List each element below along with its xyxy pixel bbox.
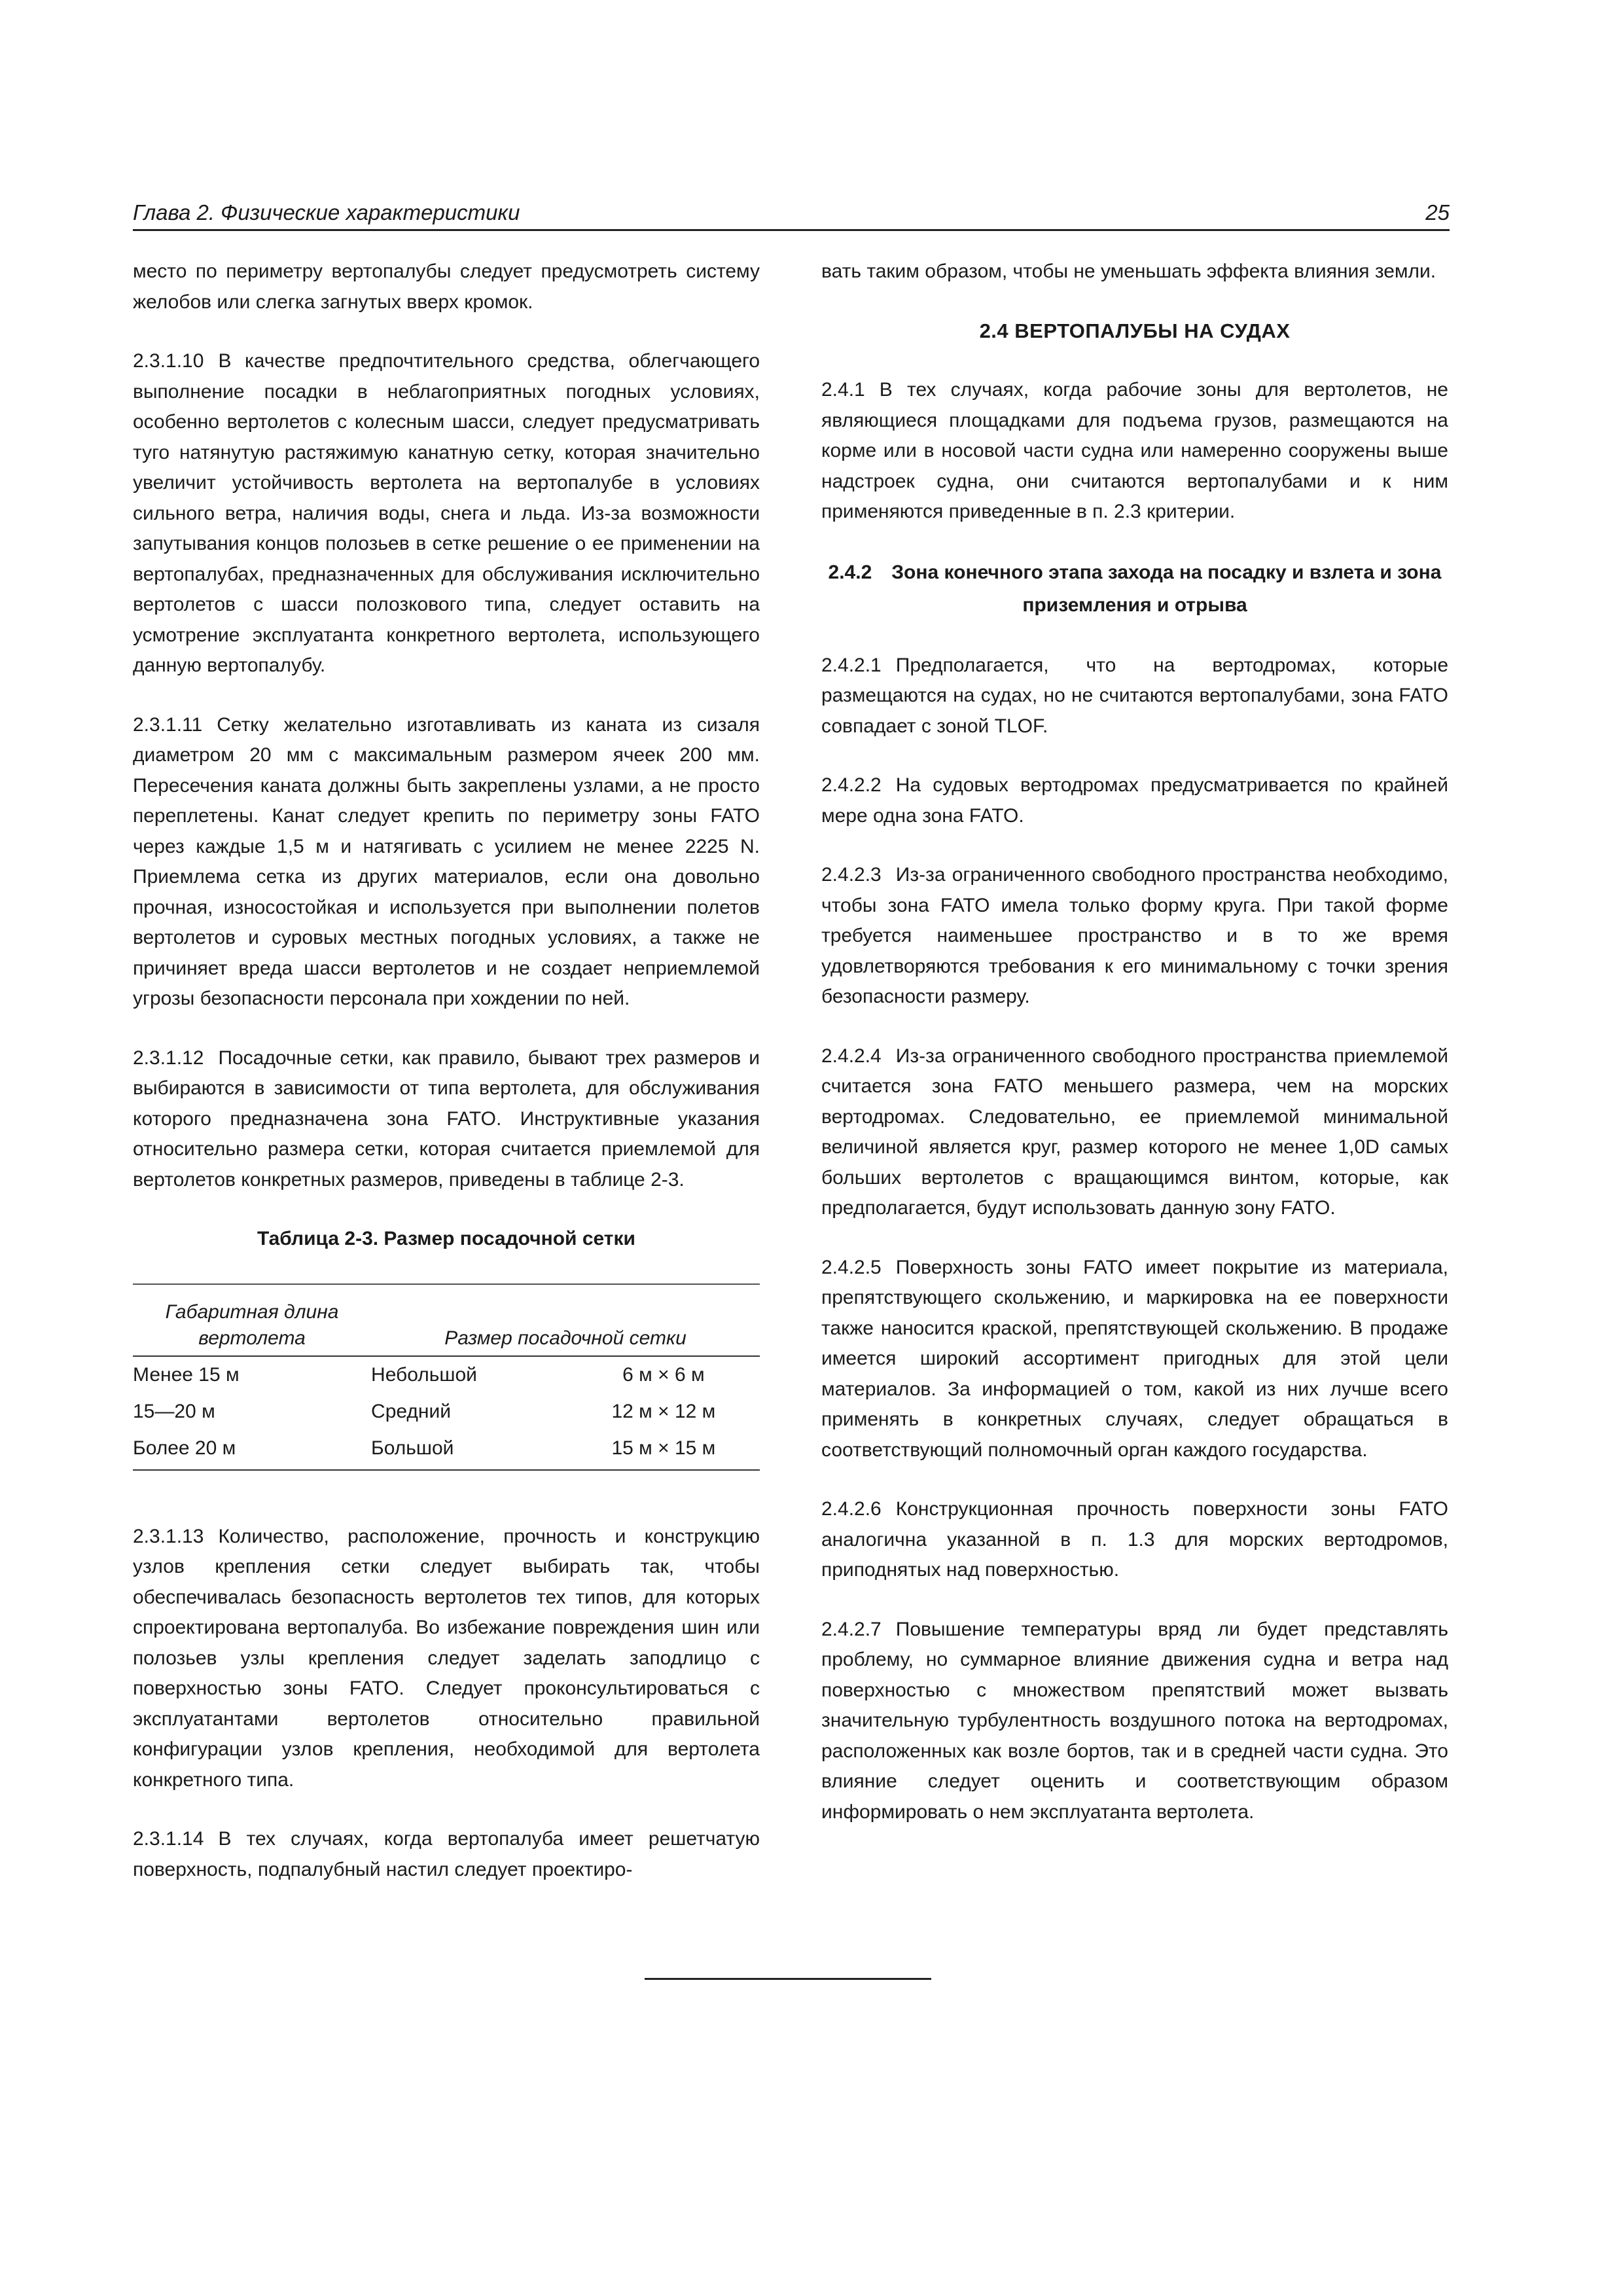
paragraph-number: 2.4.2.4	[821, 1045, 882, 1067]
cell-length: 15—20 м	[133, 1400, 215, 1422]
paragraph-2-4-2-6	[821, 1494, 1448, 1586]
paragraph-number: 2.4.2.2	[821, 774, 882, 796]
paragraph-text: Посадочные сетки, как правило, бывают трех размеров и выбираются в зависимости от типа вертолета, для обслуживания которого предназначена зона FATO. Инструктивные указания относительно размера сетки, которая считается приемлемой для вертолетов конкретных размеров, приведены в таблице 2-3.	[133, 1047, 760, 1191]
paragraph-number: 2.3.1.13	[133, 1525, 204, 1547]
paragraph-2-4-2-4	[821, 1041, 1448, 1224]
paragraph-continuation: вать таким образом, чтобы не уменьшать эффекта влияния земли.	[821, 260, 1436, 282]
paragraph-number: 2.4.2.1	[821, 654, 882, 676]
paragraph-2-3-1-11	[133, 710, 760, 1014]
cell-dimensions: 12 м × 12 м	[611, 1400, 716, 1422]
cell-category: Большой	[371, 1430, 567, 1470]
cell-length: Менее 15 м	[133, 1363, 240, 1386]
subsection-heading	[821, 556, 1448, 622]
paragraph-text: Количество, расположение, прочность и конструкцию узлов крепления сетки следует выбирать так, чтобы обеспечивалась безопасность вертолетов тех типов, для которых спроектирована вертопалуба. Во избежание повреждения шин или полозьев узлы крепления следует заделать заподлицо с поверхностью зоны FATO. Следует проконсультироваться с эксплуатантами вертолетов относительно правильной конфигурации узлов крепления, необходимой для вертолета конкретного типа.	[133, 1525, 760, 1791]
column-header-length: Габаритная длина вертолета	[133, 1298, 371, 1356]
right-column	[821, 257, 1448, 1856]
paragraph-2-3-1-10	[133, 346, 760, 681]
paragraph-number: 2.4.2.5	[821, 1256, 882, 1278]
paragraph-2-4-2-5	[821, 1253, 1448, 1466]
subsection-number: 2.4.2	[828, 561, 872, 583]
paragraph-text: Повышение температуры вряд ли будет представлять проблему, но суммарное влияние движения судна и ветра над поверхностью с множеством препятствий может вызвать значительную турбулентность воздушного потока на вертодромах, расположенных как возле бортов, так и в средней части судна. Это влияние следует оценить и соответствующим образом информировать о нем эксплуатанта вертолета.	[821, 1618, 1448, 1823]
paragraph-2-4-2-3	[821, 860, 1448, 1013]
paragraph-number: 2.4.2.3	[821, 864, 882, 886]
paragraph-2-3-1-14	[133, 1824, 760, 1885]
cell-category: Небольшой	[371, 1363, 477, 1386]
paragraph-2-4-2-1	[821, 651, 1448, 742]
paragraph-text: Предполагается, что на вертодромах, которые размещаются на судах, но не считаются вертопалубами, зона FATO совпадает с зоной TLOF.	[821, 654, 1448, 737]
paragraph-continuation: место по периметру вертопалубы следует предусмотреть систему желобов или слегка загнутых вверх кромок.	[133, 260, 760, 313]
paragraph-number: 2.4.2.7	[821, 1618, 882, 1640]
paragraph-number: 2.3.1.10	[133, 350, 204, 372]
landing-net-table	[133, 1283, 760, 1471]
subsection-title: Зона конечного этапа захода на посадку и взлета и зона приземления и отрыва	[891, 561, 1442, 616]
table-row	[133, 1356, 760, 1393]
cell-dimensions: 6 м × 6 м	[622, 1363, 705, 1386]
paragraph-text: Поверхность зоны FATO имеет покрытие из материала, препятствующего скольжению, и маркировка на ее поверхности также наносится краской, препятствующей скольжению. В продаже имеется широкий ассортимент пригодных для этой цели материалов. За информацией о том, какой из них лучше всего применять в конкретных случаях, следует обращаться в соответствующий полномочный орган каждого государства.	[821, 1256, 1448, 1461]
page-header	[133, 192, 1450, 231]
paragraph-2-4-1	[821, 375, 1448, 528]
paragraph-number: 2.3.1.11	[133, 713, 203, 736]
table-row	[133, 1430, 760, 1470]
paragraph-text: В тех случаях, когда вертопалуба имеет решетчатую поверхность, подпалубный настил следует проектиро-	[133, 1828, 760, 1880]
paragraph-number: 2.4.2.6	[821, 1498, 882, 1520]
paragraph-text: В тех случаях, когда рабочие зоны для вертолетов, не являющиеся площадками для подъема грузов, размещаются на корме или в носовой части судна или намеренно сооружены выше надстроек судна, они считаются вертопалубами и к ним применяются приведенные в п. 2.3 критерии.	[821, 379, 1448, 522]
paragraph-2-3-1-12	[133, 1043, 760, 1196]
paragraph-number: 2.3.1.14	[133, 1828, 204, 1850]
paragraph-text: В качестве предпочтительного средства, облегчающего выполнение посадки в неблагоприятных погодных условиях, особенно вертолетов с колесным шасси, следует предусматривать туго натянутую растяжимую канатную сетку, которая значительно увеличит устойчивость вертолета на вертопалубе в условиях сильного ветра, наличия воды, снега и льда. Из-за возможности запутывания концов полозьев в сетке решение о ее применении на вертопалубах, предназначенных для обслуживания исключительно вертолетов с шасси полозкового типа, следует оставить на усмотрение эксплуатанта конкретного вертолета, использующего данную вертопалубу.	[133, 350, 760, 676]
chapter-title: Глава 2. Физические характеристики	[133, 200, 520, 224]
paragraph-text: Из-за ограниченного свободного пространства приемлемой считается зона FATO меньшего размера, чем на морских вертодромах. Следовательно, ее приемлемой минимальной величиной является круг, размер которого не менее 1,0D самых больших вертолетов с вращающимся винтом, которые, как предполагается, будут использовать данную зону FATO.	[821, 1045, 1448, 1219]
section-heading: 2.4 ВЕРТОПАЛУБЫ НА СУДАХ	[979, 319, 1291, 342]
table-row	[133, 1393, 760, 1430]
paragraph-text: Из-за ограниченного свободного пространства необходимо, чтобы зона FATO имела только форму круга. При такой форме требуется наименьшее пространство и в то же время удовлетворяются требования к его минимальному с точки зрения безопасности размеру.	[821, 864, 1448, 1007]
paragraph-2-4-2-7	[821, 1615, 1448, 1828]
cell-length: Более 20 м	[133, 1430, 371, 1470]
left-column	[133, 257, 760, 1914]
paragraph-text: На судовых вертодромах предусматривается по крайней мере одна зона FATO.	[821, 774, 1448, 827]
end-of-page-rule	[645, 1978, 931, 1980]
table-top-rule	[133, 1284, 760, 1298]
paragraph-text: Сетку желательно изготавливать из каната из сизаля диаметром 20 мм с максимальным размером ячеек 200 мм. Пересечения каната должны быть закреплены узлами, а не просто переплетены. Канат следует крепить по периметру зоны FATO через каждые 1,5 м и натягивать с усилием не менее 2225 N. Приемлема сетка из других материалов, если она довольно прочная, износостойкая и используется при выполнении полетов вертолетов и суровых местных погодных условиях, а также не причиняет вреда шасси вертолетов и не создает неприемлемой угрозы безопасности персонала при хождении по ней.	[133, 713, 760, 1009]
page-number: 25	[1425, 200, 1450, 224]
table-caption: Таблица 2-3. Размер посадочной сетки	[257, 1228, 635, 1249]
paragraph-number: 2.4.1	[821, 379, 865, 401]
cell-dimensions: 15 м × 15 м	[567, 1430, 760, 1470]
cell-category: Средний	[371, 1400, 451, 1422]
paragraph-2-4-2-2	[821, 770, 1448, 831]
column-header-net-size: Размер посадочной сетки	[371, 1298, 760, 1356]
paragraph-number: 2.3.1.12	[133, 1047, 204, 1069]
paragraph-2-3-1-13	[133, 1522, 760, 1796]
paragraph-text: Конструкционная прочность поверхности зоны FATO аналогична указанной в п. 1.3 для морских вертодромов, приподнятых над поверхностью.	[821, 1498, 1448, 1581]
